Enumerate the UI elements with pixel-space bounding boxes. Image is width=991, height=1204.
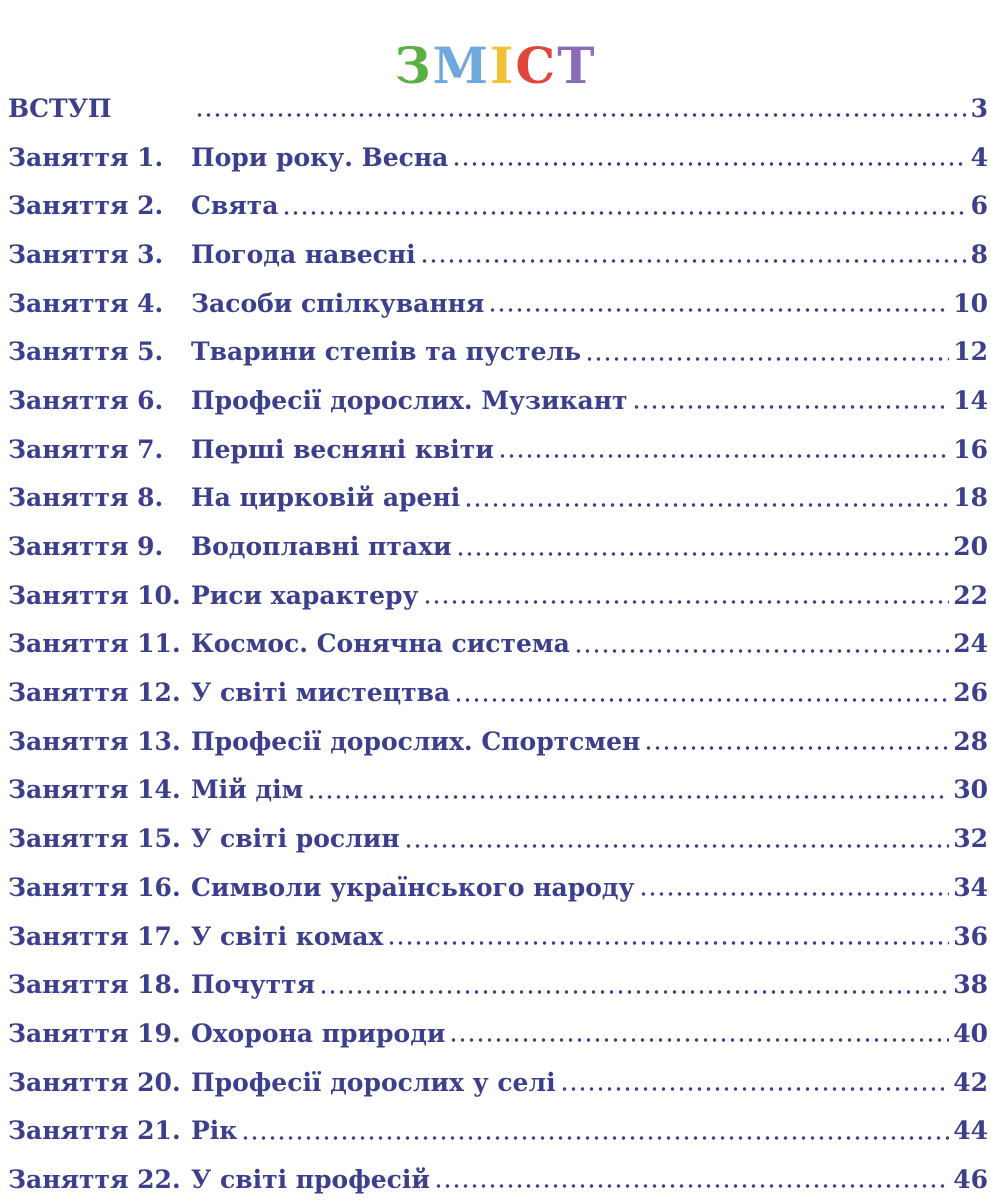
entry-topic: Професії дорослих у селі <box>191 1067 556 1097</box>
toc-entry <box>8 133 988 182</box>
dot-leader <box>632 405 950 409</box>
title-letter: М <box>432 35 490 95</box>
entry-topic: Символи українського народу <box>191 872 635 902</box>
entry-topic: Риси характеру <box>191 580 419 610</box>
toc-entry <box>8 279 988 328</box>
entry-page-number: 12 <box>953 337 988 367</box>
entry-page-number: 44 <box>953 1116 988 1146</box>
entry-page-number: 34 <box>953 872 988 902</box>
entry-page-number: 8 <box>970 239 988 269</box>
title-letter: С <box>515 35 558 95</box>
entry-page-number: 18 <box>953 483 988 513</box>
toc-entry <box>8 327 988 376</box>
title-letter: І <box>490 35 516 95</box>
entry-label: Заняття 8. <box>8 483 164 513</box>
entry-label: Заняття 5. <box>8 337 164 367</box>
dot-leader <box>404 844 950 848</box>
entry-page-number: 4 <box>970 142 988 172</box>
entry-label: Заняття 3. <box>8 239 164 269</box>
dot-leader <box>319 990 949 994</box>
dot-leader <box>420 259 967 263</box>
entry-label: Заняття 18. <box>8 970 181 1000</box>
dot-leader <box>452 162 966 166</box>
entry-page-number: 14 <box>953 385 988 415</box>
entry-page-number: 38 <box>953 970 988 1000</box>
entry-topic: У світі рослин <box>191 824 400 854</box>
entry-topic: На цирковій арені <box>191 483 461 513</box>
dot-leader <box>488 308 949 312</box>
dot-leader <box>644 746 949 750</box>
entry-topic: Рік <box>191 1116 238 1146</box>
entry-label: Заняття 12. <box>8 678 181 708</box>
entry-topic: Охорона природи <box>191 1018 446 1048</box>
table-of-contents <box>8 84 988 1204</box>
toc-entry <box>8 425 988 474</box>
toc-entry <box>8 814 988 863</box>
toc-entry <box>8 1058 988 1107</box>
dot-leader <box>434 1184 949 1188</box>
entry-topic: Засоби спілкування <box>191 288 485 318</box>
entry-page-number: 16 <box>953 434 988 464</box>
toc-entry <box>8 620 988 669</box>
toc-entry <box>8 960 988 1009</box>
entry-label: Заняття 14. <box>8 775 181 805</box>
dot-leader <box>449 1038 949 1042</box>
entry-topic: Пори року. Весна <box>191 142 449 172</box>
entry-page-number: 10 <box>953 288 988 318</box>
entry-topic: У світі мистецтва <box>191 678 451 708</box>
entry-label: Заняття 2. <box>8 191 164 221</box>
entry-label: Заняття 13. <box>8 726 181 756</box>
dot-leader <box>307 795 949 799</box>
entry-label: Заняття 16. <box>8 872 181 902</box>
dot-leader <box>423 600 950 604</box>
toc-entry <box>8 717 988 766</box>
toc-entry <box>8 474 988 523</box>
entry-label: Заняття 7. <box>8 434 164 464</box>
entry-topic: Почуття <box>191 970 316 1000</box>
entry-page-number: 42 <box>953 1067 988 1097</box>
entry-label: Заняття 19. <box>8 1018 181 1048</box>
entry-label: Заняття 4. <box>8 288 164 318</box>
dot-leader <box>282 211 966 215</box>
entry-topic: Тварини степів та пустель <box>191 337 582 367</box>
dot-leader <box>195 113 967 117</box>
dot-leader <box>454 698 949 702</box>
toc-entry <box>8 668 988 717</box>
dot-leader <box>241 1136 949 1140</box>
title-letter: Т <box>557 35 597 95</box>
dot-leader <box>574 649 949 653</box>
toc-entry <box>8 181 988 230</box>
entry-label: Заняття 20. <box>8 1067 181 1097</box>
entry-label: Заняття 21. <box>8 1116 181 1146</box>
dot-leader <box>639 892 950 896</box>
toc-entry <box>8 766 988 815</box>
toc-entry <box>8 522 988 571</box>
entry-topic: Водоплавні птахи <box>191 532 452 562</box>
entry-topic: У світі комах <box>191 921 384 951</box>
dot-leader <box>387 941 949 945</box>
entry-topic: Погода навесні <box>191 239 416 269</box>
dot-leader <box>456 552 950 556</box>
toc-entry <box>8 1155 988 1204</box>
toc-entry <box>8 376 988 425</box>
toc-entry <box>8 912 988 961</box>
entry-page-number: 32 <box>953 824 988 854</box>
toc-entry <box>8 571 988 620</box>
toc-entry <box>8 230 988 279</box>
entry-topic: Мій дім <box>191 775 304 805</box>
entry-topic: Професії дорослих. Музикант <box>191 385 628 415</box>
toc-entry <box>8 84 988 133</box>
entry-label: Заняття 22. <box>8 1164 181 1194</box>
dot-leader <box>498 454 949 458</box>
entry-label: Заняття 10. <box>8 580 181 610</box>
entry-label: Заняття 11. <box>8 629 181 659</box>
entry-topic: Космос. Сонячна система <box>191 629 570 659</box>
toc-entry <box>8 863 988 912</box>
entry-topic: Перші весняні квіти <box>191 434 494 464</box>
dot-leader <box>560 1087 950 1091</box>
entry-page-number: 20 <box>953 532 988 562</box>
entry-topic: Свята <box>191 191 279 221</box>
entry-page-number: 6 <box>970 191 988 221</box>
entry-label: Заняття 1. <box>8 142 164 172</box>
entry-page-number: 46 <box>953 1164 988 1194</box>
entry-page-number: 3 <box>970 93 988 123</box>
title-letter: З <box>394 35 433 95</box>
entry-page-number: 28 <box>953 726 988 756</box>
entry-topic: Професії дорослих. Спортсмен <box>191 726 641 756</box>
entry-page-number: 24 <box>953 629 988 659</box>
dot-leader <box>585 357 949 361</box>
toc-entry <box>8 1009 988 1058</box>
entry-label: Заняття 6. <box>8 385 164 415</box>
dot-leader <box>464 503 949 507</box>
entry-label: Заняття 15. <box>8 824 181 854</box>
entry-label: ВСТУП <box>8 93 112 123</box>
entry-page-number: 22 <box>953 580 988 610</box>
entry-topic: У світі професій <box>191 1164 430 1194</box>
entry-page-number: 30 <box>953 775 988 805</box>
entry-page-number: 40 <box>953 1018 988 1048</box>
toc-entry <box>8 1106 988 1155</box>
entry-page-number: 36 <box>953 921 988 951</box>
entry-label: Заняття 9. <box>8 532 164 562</box>
entry-label: Заняття 17. <box>8 921 181 951</box>
entry-page-number: 26 <box>953 678 988 708</box>
